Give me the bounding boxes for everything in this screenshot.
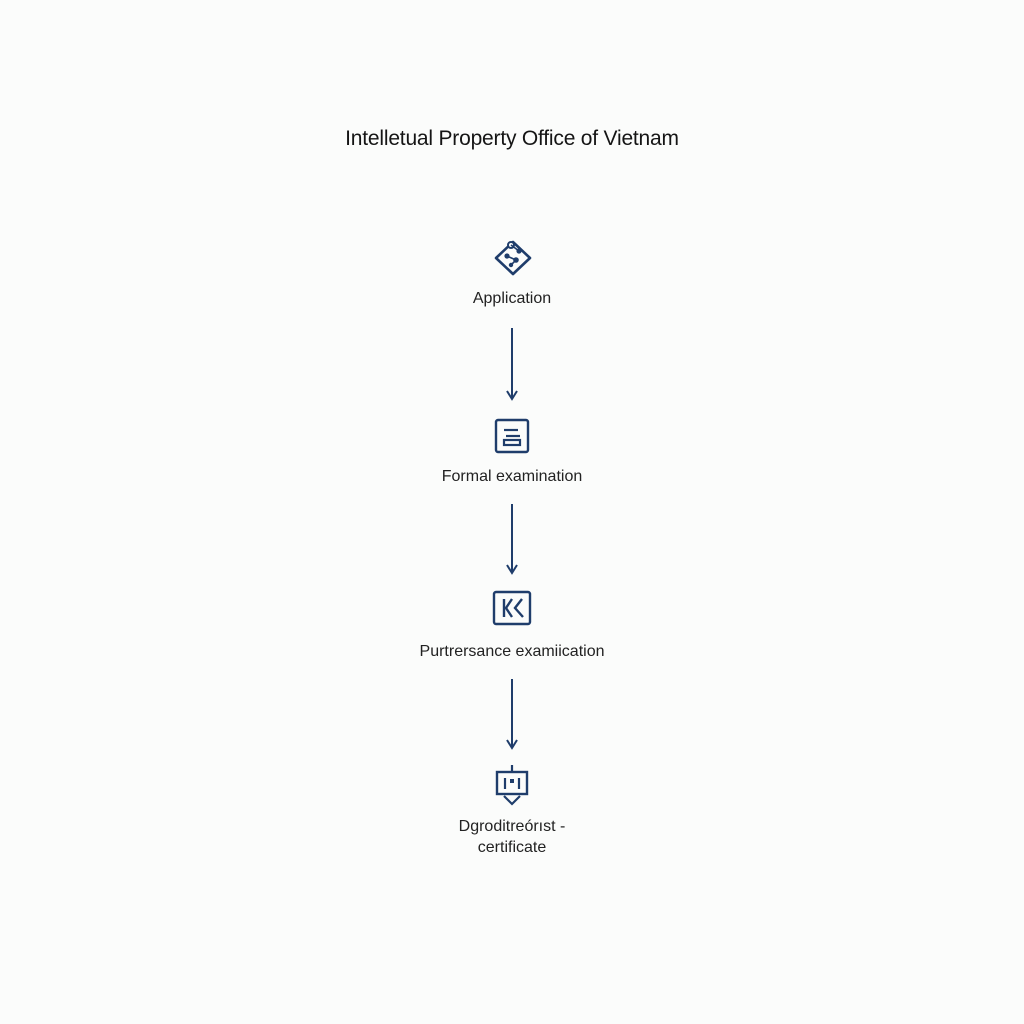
diagram-title: Intelletual Property Office of Vietnam: [345, 127, 679, 150]
step-label-formal-examination: Formal examination: [441, 468, 583, 485]
step-label-application: Application: [472, 290, 552, 307]
document-box-icon: [494, 418, 530, 454]
flow-arrow: [502, 678, 522, 752]
diamond-network-icon: [492, 238, 534, 278]
certificate-stand-icon: [494, 764, 530, 806]
step-label-substantive-examination: Purtrersance examiication: [419, 643, 605, 660]
step-label-certificate-line1: Dgroditreórıst -: [458, 818, 566, 835]
flow-arrow: [502, 327, 522, 403]
substantive-review-icon: [492, 590, 532, 626]
step-label-certificate-line2: certificate: [477, 839, 547, 856]
flow-arrow: [502, 503, 522, 577]
